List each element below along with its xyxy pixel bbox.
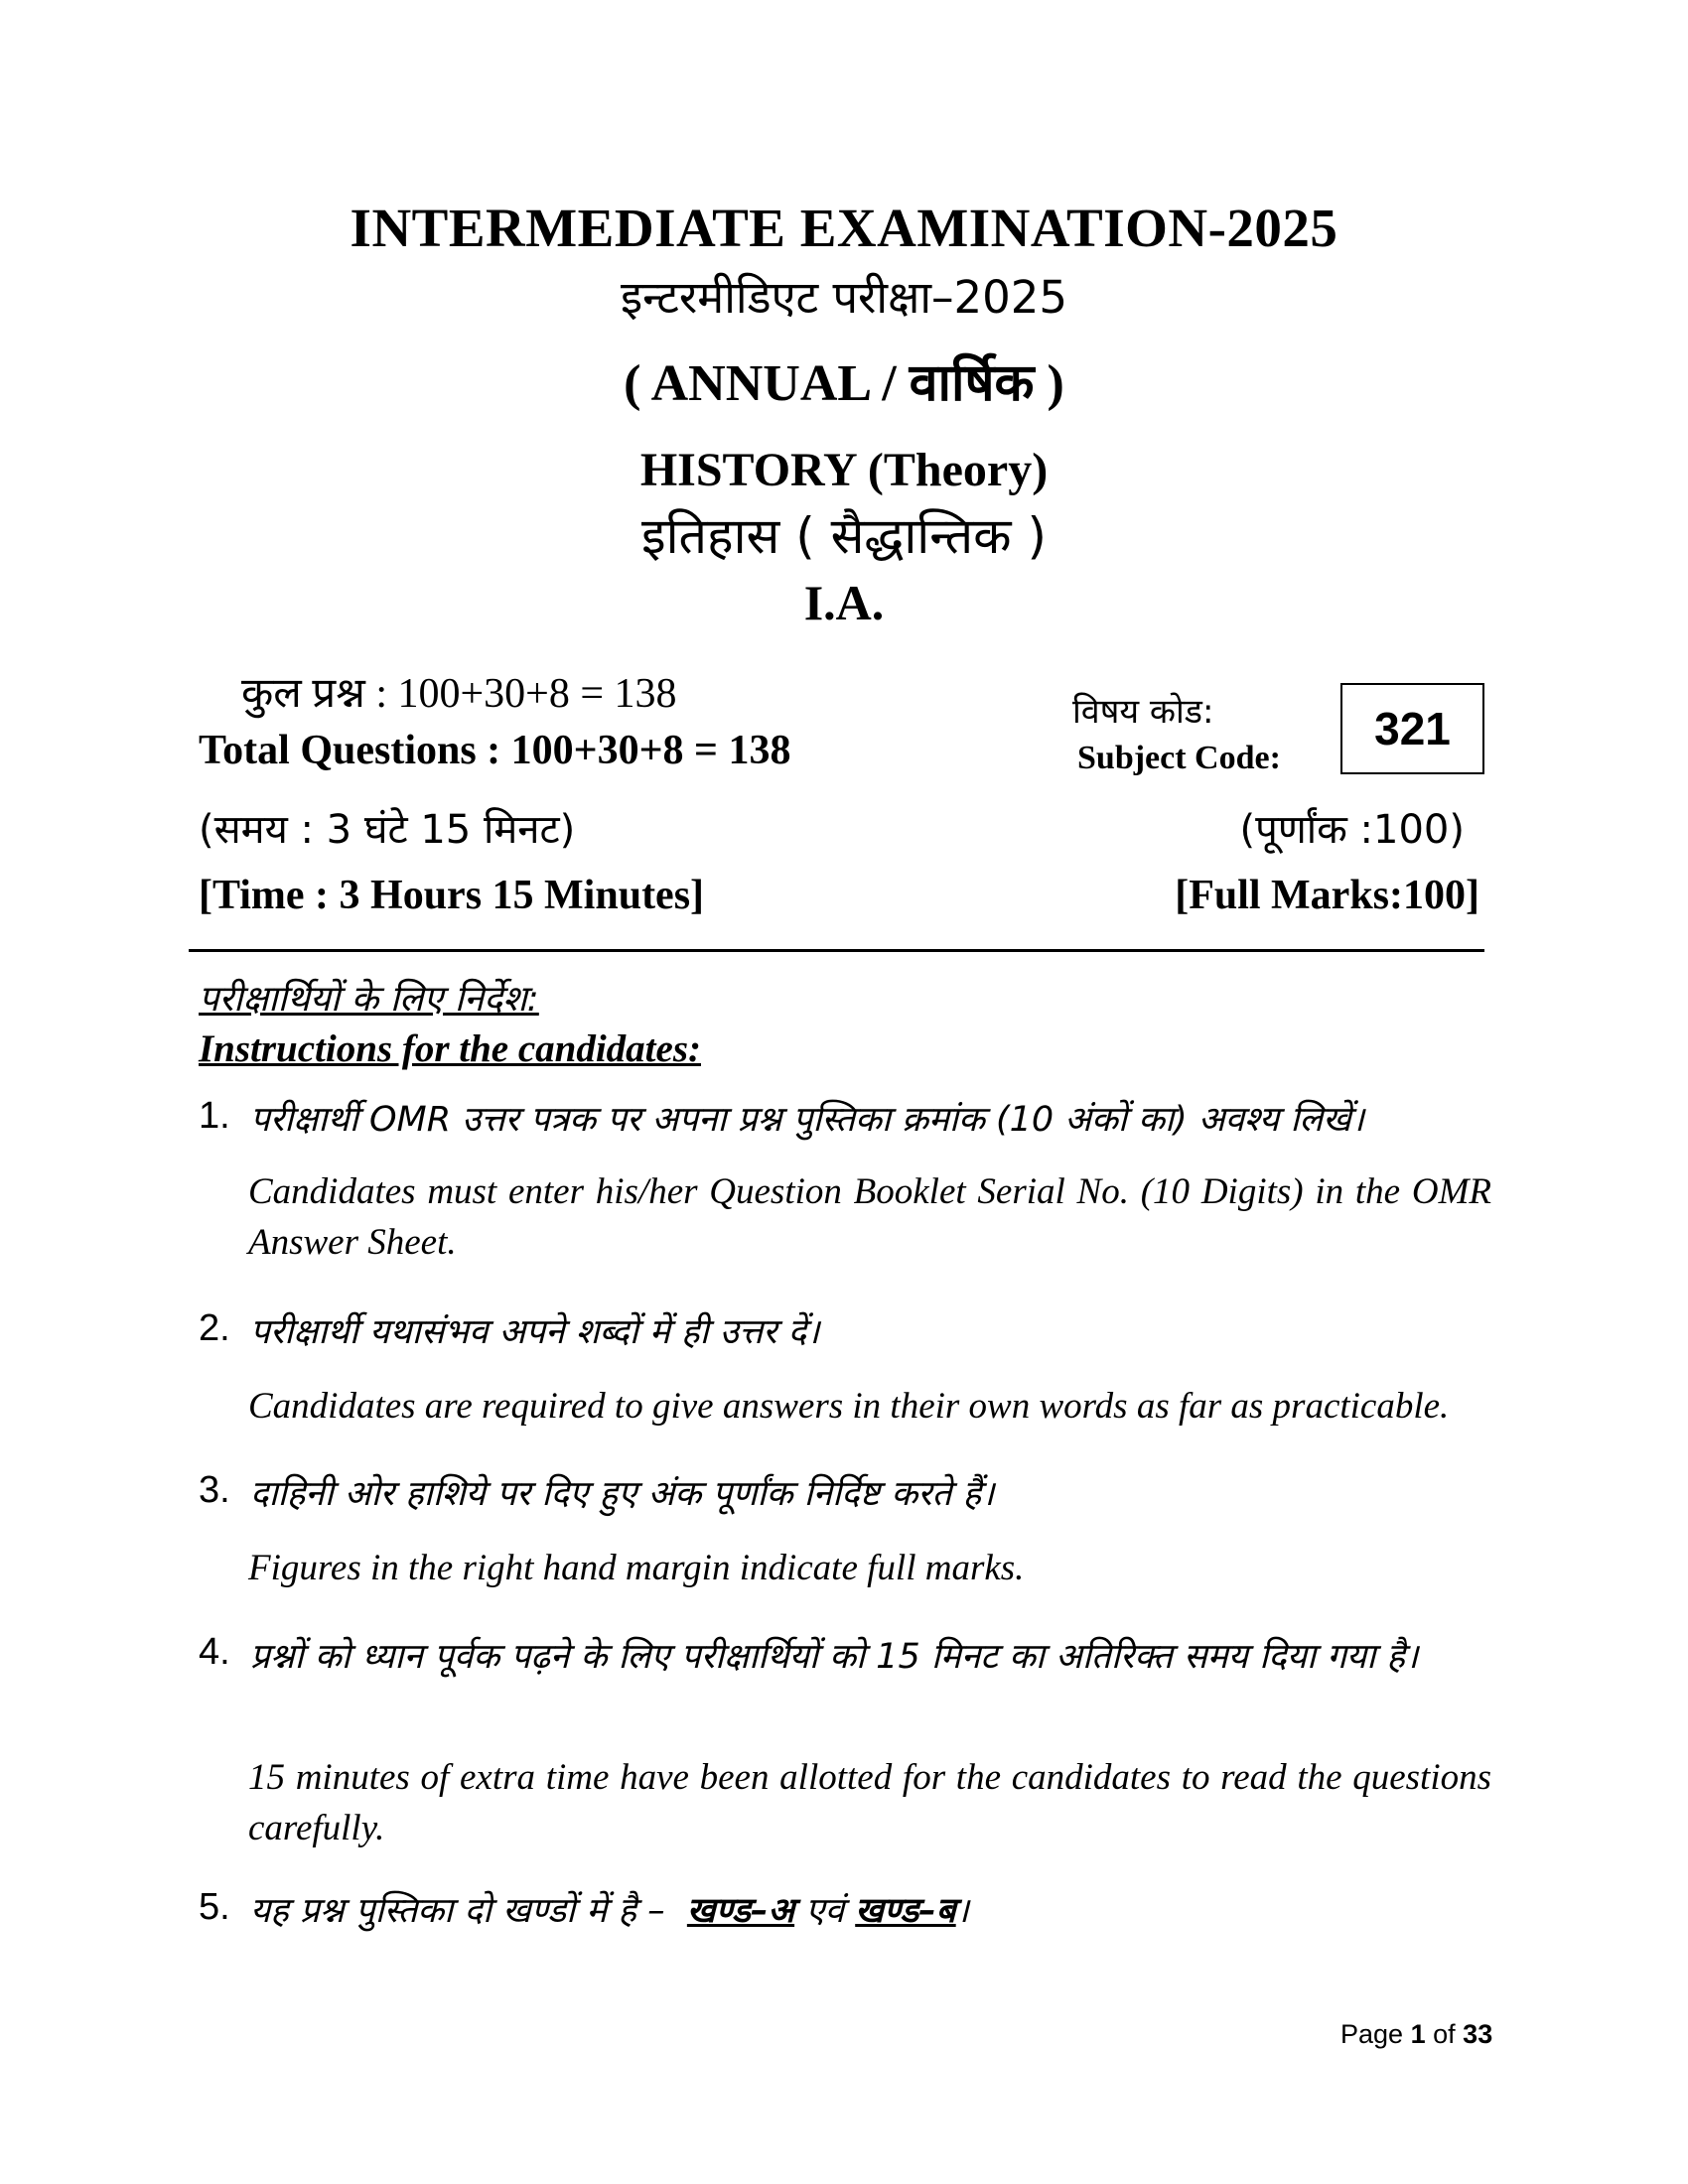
full-marks-hindi: (पूर्णांक :100) bbox=[1239, 807, 1465, 853]
instruction-1-hindi: परीक्षार्थी OMR उत्तर पत्रक पर अपना प्रश्न पुस्तिका क्रमांक (10 अंकों का) अवश्य लिखें। bbox=[250, 1100, 1365, 1140]
instruction-number: 1. bbox=[199, 1095, 230, 1137]
subject-title-english: HISTORY (Theory) bbox=[639, 444, 1049, 496]
instructions-heading-hindi: परीक्षार्थियों के लिए निर्देश: bbox=[199, 979, 539, 1020]
instruction-5-connector: एवं bbox=[805, 1891, 845, 1931]
page-prefix: Page bbox=[1340, 2019, 1404, 2049]
exam-title-english: INTERMEDIATE EXAMINATION-2025 bbox=[350, 198, 1338, 258]
instruction-3-hindi: दाहिनी ओर हाशिये पर दिए हुए अंक पूर्णांक निर्दिष्ट करते हैं। bbox=[250, 1474, 995, 1514]
instruction-4-english: 15 minutes of extra time have been allotted for the candidates to read the questions carefully. bbox=[248, 1757, 1491, 1848]
instruction-3-english: Figures in the right hand margin indicate full marks. bbox=[248, 1548, 1025, 1588]
class-label: I.A. bbox=[803, 575, 885, 630]
instruction-5-hindi bbox=[250, 1886, 969, 1933]
subject-title-hindi: इतिहास ( सैद्धान्तिक ) bbox=[641, 507, 1047, 565]
instruction-4-hindi: प्रश्नों को ध्यान पूर्वक पढ़ने के लिए परीक्षार्थियों को 15 मिनट का अतिरिक्त समय दिया गया है। bbox=[250, 1637, 1419, 1677]
subject-code-label-english: Subject Code: bbox=[1077, 740, 1281, 776]
page-total: 33 bbox=[1463, 2019, 1493, 2049]
header-divider bbox=[189, 949, 1484, 952]
instruction-number: 4. bbox=[199, 1631, 230, 1673]
section-a-label: खण्ड–अ bbox=[686, 1891, 795, 1931]
subject-code-box bbox=[1340, 683, 1484, 774]
instruction-number: 3. bbox=[199, 1469, 230, 1511]
total-questions-hindi: कुल प्रश्न : 100+30+8 = 138 bbox=[241, 671, 677, 717]
page-of: of bbox=[1433, 2019, 1456, 2049]
full-marks-english: [Full Marks:100] bbox=[1175, 873, 1479, 918]
instruction-number: 2. bbox=[199, 1307, 230, 1349]
instruction-number: 5. bbox=[199, 1886, 230, 1928]
instruction-1-english: Candidates must enter his/her Question Booklet Serial No. (10 Digits) in the OMR Answer Sheet. bbox=[248, 1171, 1491, 1263]
instruction-5-suffix: । bbox=[955, 1891, 969, 1931]
subject-code-label-hindi: विषय कोड: bbox=[1072, 692, 1214, 732]
time-hindi: (समय : 3 घंटे 15 मिनट) bbox=[199, 807, 576, 853]
page-number bbox=[1340, 2019, 1492, 2050]
exam-title-hindi: इन्टरमीडिएट परीक्षा–2025 bbox=[620, 271, 1068, 324]
instruction-2-english: Candidates are required to give answers in their own words as far as practicable. bbox=[248, 1386, 1450, 1427]
instruction-5-prefix: यह प्रश्न पुस्तिका दो खण्डों में है – bbox=[250, 1891, 665, 1931]
section-b-label: खण्ड–ब bbox=[855, 1891, 956, 1931]
instruction-2-hindi: परीक्षार्थी यथासंभव अपने शब्दों में ही उत्तर दें। bbox=[250, 1312, 820, 1352]
instructions-heading-english: Instructions for the candidates: bbox=[199, 1027, 701, 1070]
total-questions-english: Total Questions : 100+30+8 = 138 bbox=[199, 728, 791, 773]
subject-code-value: 321 bbox=[1374, 703, 1451, 754]
time-english: [Time : 3 Hours 15 Minutes] bbox=[199, 873, 705, 918]
page-current: 1 bbox=[1410, 2019, 1426, 2049]
exam-session: ( ANNUAL / वार्षिक ) bbox=[624, 355, 1064, 412]
